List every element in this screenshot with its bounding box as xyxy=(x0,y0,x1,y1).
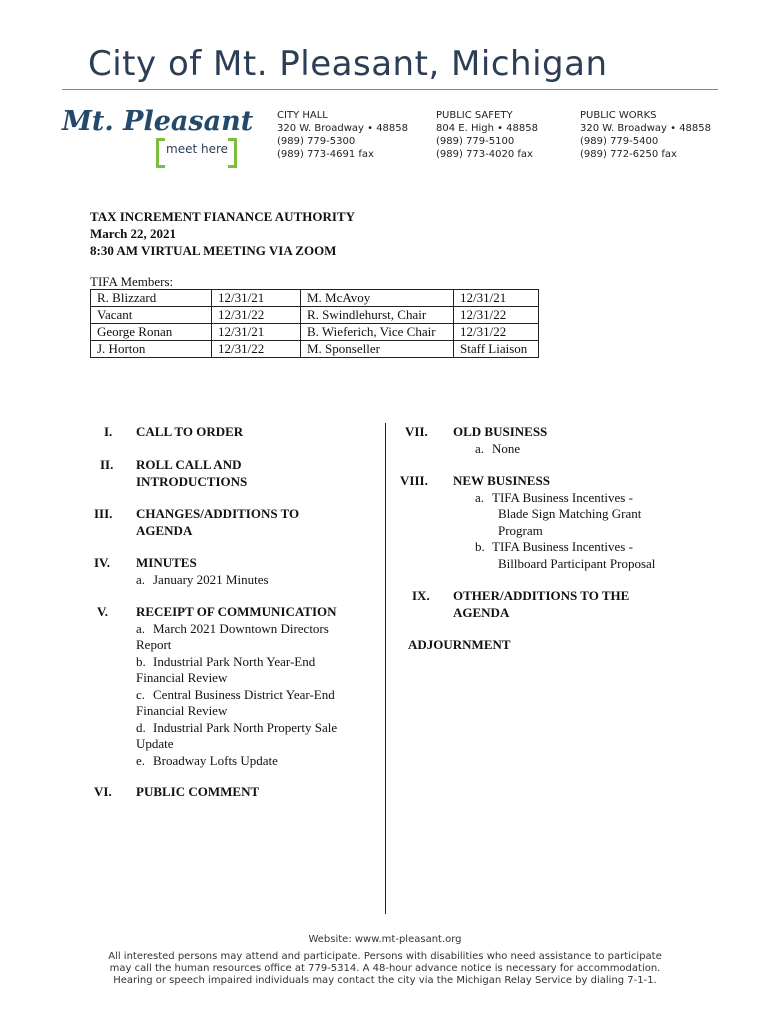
accessibility-notice xyxy=(0,951,770,987)
agenda-title-line: OTHER/ADDITIONS TO THE xyxy=(453,588,630,603)
sub-letter: d. xyxy=(136,719,146,735)
agenda-item-changes xyxy=(136,506,299,539)
term-date: Staff Liaison xyxy=(454,341,539,358)
authority-name: TAX INCREMENT FIANANCE AUTHORITY xyxy=(90,209,355,224)
sub-text: Billboard Participant Proposal xyxy=(498,555,656,571)
contact-city-hall xyxy=(277,109,408,161)
sub-text: Industrial Park North Property Sale xyxy=(153,719,338,735)
member-name: Vacant xyxy=(91,307,212,324)
agenda-title: OLD BUSINESS xyxy=(453,424,548,439)
agenda-number: V. xyxy=(97,604,108,619)
meeting-date: March 22, 2021 xyxy=(90,226,177,241)
sub-text: Financial Review xyxy=(136,703,228,718)
website-link[interactable]: Website: www.mt-pleasant.org xyxy=(308,934,462,945)
sub-text: None xyxy=(492,440,521,456)
sub-letter: a. xyxy=(475,489,485,505)
sub-item xyxy=(453,441,547,458)
logo-tagline-text: meet here xyxy=(166,142,229,156)
sub-item xyxy=(136,687,337,704)
agenda-number: VIII. xyxy=(400,473,428,488)
contact-address: 320 W. Broadway • 48858 xyxy=(277,123,409,134)
contact-address: 804 E. High • 48858 xyxy=(436,123,538,134)
contact-fax: (989) 773-4020 fax xyxy=(436,149,533,160)
member-name: R. Swindlehurst, Chair xyxy=(301,307,454,324)
agenda-item-public-comment: PUBLIC COMMENT xyxy=(136,784,260,799)
member-name: M. McAvoy xyxy=(301,290,454,307)
sub-item xyxy=(453,539,655,556)
agenda-number: II. xyxy=(100,457,114,472)
column-divider xyxy=(385,423,386,914)
agenda-title-line: CHANGES/ADDITIONS TO xyxy=(136,506,300,521)
agenda-item-new-business xyxy=(453,473,655,572)
city-logo: Mt. Pleasant xyxy=(62,106,254,137)
term-date: 12/31/22 xyxy=(454,307,539,324)
agenda-item-communication xyxy=(136,604,337,769)
members-table xyxy=(90,289,539,358)
sub-letter: b. xyxy=(475,539,485,554)
contact-name: CITY HALL xyxy=(277,110,328,121)
term-date: 12/31/21 xyxy=(454,290,539,307)
sub-text: TIFA Business Incentives - xyxy=(492,489,633,505)
sub-item xyxy=(136,753,337,770)
agenda-number: VII. xyxy=(405,424,428,439)
agenda-number: III. xyxy=(94,506,113,521)
sub-text: Report xyxy=(136,637,172,652)
notice-line: Hearing or speech impaired individuals may contact the city via the Michigan Relay Service by dialing 7-1-1. xyxy=(113,975,657,986)
sub-text: Blade Sign Matching Grant xyxy=(498,506,642,521)
contact-phone: (989) 779-5400 xyxy=(580,136,659,147)
agenda-title: RECEIPT OF COMMUNICATION xyxy=(136,604,337,619)
agenda-item-roll-call xyxy=(136,457,247,490)
agenda-title-line: ROLL CALL AND xyxy=(136,457,242,472)
agenda-title: NEW BUSINESS xyxy=(453,473,550,488)
notice-line: All interested persons may attend and participate. Persons with disabilities who need assistance to participate xyxy=(108,951,662,962)
contact-address: 320 W. Broadway • 48858 xyxy=(580,123,712,134)
contact-fax: (989) 773-4691 fax xyxy=(277,149,374,160)
agenda-item-call-to-order: CALL TO ORDER xyxy=(136,424,244,439)
table-row xyxy=(91,324,539,341)
sub-letter: c. xyxy=(136,686,146,702)
member-name: George Ronan xyxy=(91,324,212,341)
sub-letter: e. xyxy=(136,752,146,768)
table-row xyxy=(91,290,539,307)
left-bracket-icon xyxy=(156,138,165,168)
agenda-number: IX. xyxy=(412,588,430,603)
sub-item xyxy=(136,621,337,638)
right-bracket-icon xyxy=(228,138,237,168)
contact-public-works xyxy=(580,109,711,161)
table-row xyxy=(91,307,539,324)
sub-text: Industrial Park North Year-End xyxy=(153,653,316,669)
agenda-number: I. xyxy=(104,424,113,439)
agenda-number: IV. xyxy=(94,555,111,570)
sub-text: TIFA Business Incentives - xyxy=(492,539,633,554)
meeting-heading xyxy=(90,208,355,259)
sub-letter: a. xyxy=(136,620,146,636)
sub-item xyxy=(453,490,655,507)
member-name: B. Wieferich, Vice Chair xyxy=(301,324,454,341)
term-date: 12/31/22 xyxy=(212,307,301,324)
term-date: 12/31/21 xyxy=(212,324,301,341)
members-label: TIFA Members: xyxy=(90,274,174,289)
contact-public-safety xyxy=(436,109,538,161)
agenda-title-line: AGENDA xyxy=(453,604,510,620)
meeting-time: 8:30 AM VIRTUAL MEETING VIA ZOOM xyxy=(90,243,337,258)
sub-item xyxy=(136,720,337,737)
term-date: 12/31/22 xyxy=(212,341,301,358)
sub-text: Program xyxy=(498,522,543,538)
contact-name: PUBLIC WORKS xyxy=(580,110,657,121)
notice-line: may call the human resources office at 779-5314. A 48-hour advance notice is necessary for accommodation. xyxy=(109,963,661,974)
sub-item xyxy=(136,572,269,589)
term-date: 12/31/22 xyxy=(454,324,539,341)
sub-letter: b. xyxy=(136,653,146,669)
agenda-item-other-additions xyxy=(453,588,629,621)
member-name: M. Sponseller xyxy=(301,341,454,358)
member-name: R. Blizzard xyxy=(91,290,212,307)
agenda-title: MINUTES xyxy=(136,555,197,570)
title-divider xyxy=(62,89,718,90)
contact-name: PUBLIC SAFETY xyxy=(436,110,513,121)
sub-text: Broadway Lofts Update xyxy=(153,752,278,768)
term-date: 12/31/21 xyxy=(212,290,301,307)
sub-text: March 2021 Downtown Directors xyxy=(153,620,329,636)
member-name: J. Horton xyxy=(91,341,212,358)
table-row xyxy=(91,341,539,358)
sub-letter: a. xyxy=(475,440,485,456)
agenda-title-line: AGENDA xyxy=(136,522,193,538)
agenda-item-old-business xyxy=(453,424,547,457)
sub-text: January 2021 Minutes xyxy=(153,571,269,587)
contact-phone: (989) 779-5100 xyxy=(436,136,515,147)
agenda-item-minutes xyxy=(136,555,269,588)
sub-text: Central Business District Year-End xyxy=(153,686,335,702)
sub-text: Financial Review xyxy=(136,670,228,685)
page-title: City of Mt. Pleasant, Michigan xyxy=(88,44,608,84)
contact-fax: (989) 772-6250 fax xyxy=(580,149,677,160)
sub-text: Update xyxy=(136,736,174,751)
sub-letter: a. xyxy=(136,571,146,587)
contact-phone: (989) 779-5300 xyxy=(277,136,356,147)
agenda-item-adjournment: ADJOURNMENT xyxy=(408,637,511,652)
agenda-number: VI. xyxy=(94,784,112,799)
agenda-title-line: INTRODUCTIONS xyxy=(136,473,248,489)
sub-item xyxy=(136,654,337,671)
